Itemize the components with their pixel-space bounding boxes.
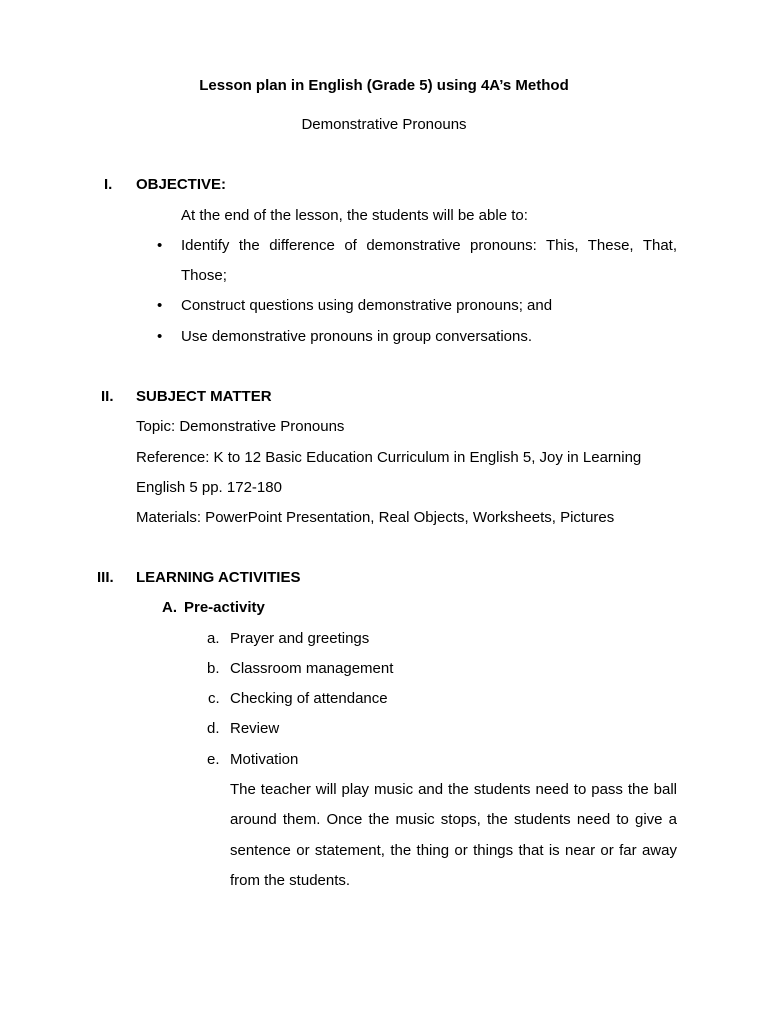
document-title: Lesson plan in English (Grade 5) using 4A’s Method <box>199 77 569 94</box>
subject-reference-line2: English 5 pp. 172-180 <box>136 479 282 496</box>
activity-letter: e. <box>207 751 220 768</box>
motivation-line: sentence or statement, the thing or things that is near or far away <box>230 842 677 859</box>
activity-letter: b. <box>207 660 220 677</box>
bullet-icon: • <box>157 297 163 314</box>
section-heading-subject-matter: SUBJECT MATTER <box>136 388 272 405</box>
activity-item: Prayer and greetings <box>230 630 370 647</box>
activity-item: Checking of attendance <box>230 690 388 707</box>
activity-item: Classroom management <box>230 660 394 677</box>
objective-item-2: Construct questions using demonstrative pronouns; and <box>181 297 553 314</box>
motivation-line: around them. Once the music stops, the students need to give a <box>230 811 677 828</box>
objective-intro: At the end of the lesson, the students will be able to: <box>181 207 528 224</box>
activity-letter: c. <box>208 690 220 707</box>
objective-item-3: Use demonstrative pronouns in group conversations. <box>181 328 533 345</box>
subsection-heading-pre-activity: Pre-activity <box>184 599 265 616</box>
bullet-icon: • <box>157 328 163 345</box>
document-subtitle: Demonstrative Pronouns <box>301 116 467 133</box>
activity-item: Review <box>230 720 280 737</box>
motivation-line: from the students. <box>230 872 351 889</box>
activity-letter: d. <box>207 720 220 737</box>
subsection-letter: A. <box>162 599 177 616</box>
activity-letter: a. <box>207 630 220 647</box>
section-heading-learning-activities: LEARNING ACTIVITIES <box>136 569 301 586</box>
section-numeral: II. <box>101 388 114 405</box>
objective-item-1-line1: Identify the difference of demonstrative pronouns: This, These, That, <box>181 237 677 254</box>
section-numeral: I. <box>104 176 113 193</box>
subject-topic: Topic: Demonstrative Pronouns <box>136 418 345 435</box>
bullet-icon: • <box>157 237 163 254</box>
section-numeral: III. <box>97 569 114 586</box>
subject-materials: Materials: PowerPoint Presentation, Real Objects, Worksheets, Pictures <box>136 509 615 526</box>
subject-reference-line1: Reference: K to 12 Basic Education Curriculum in English 5, Joy in Learning <box>136 449 642 466</box>
motivation-line: The teacher will play music and the students need to pass the ball <box>230 781 677 798</box>
section-heading-objective: OBJECTIVE: <box>136 176 227 193</box>
activity-item: Motivation <box>230 751 299 768</box>
objective-item-1-line2: Those; <box>181 267 227 284</box>
